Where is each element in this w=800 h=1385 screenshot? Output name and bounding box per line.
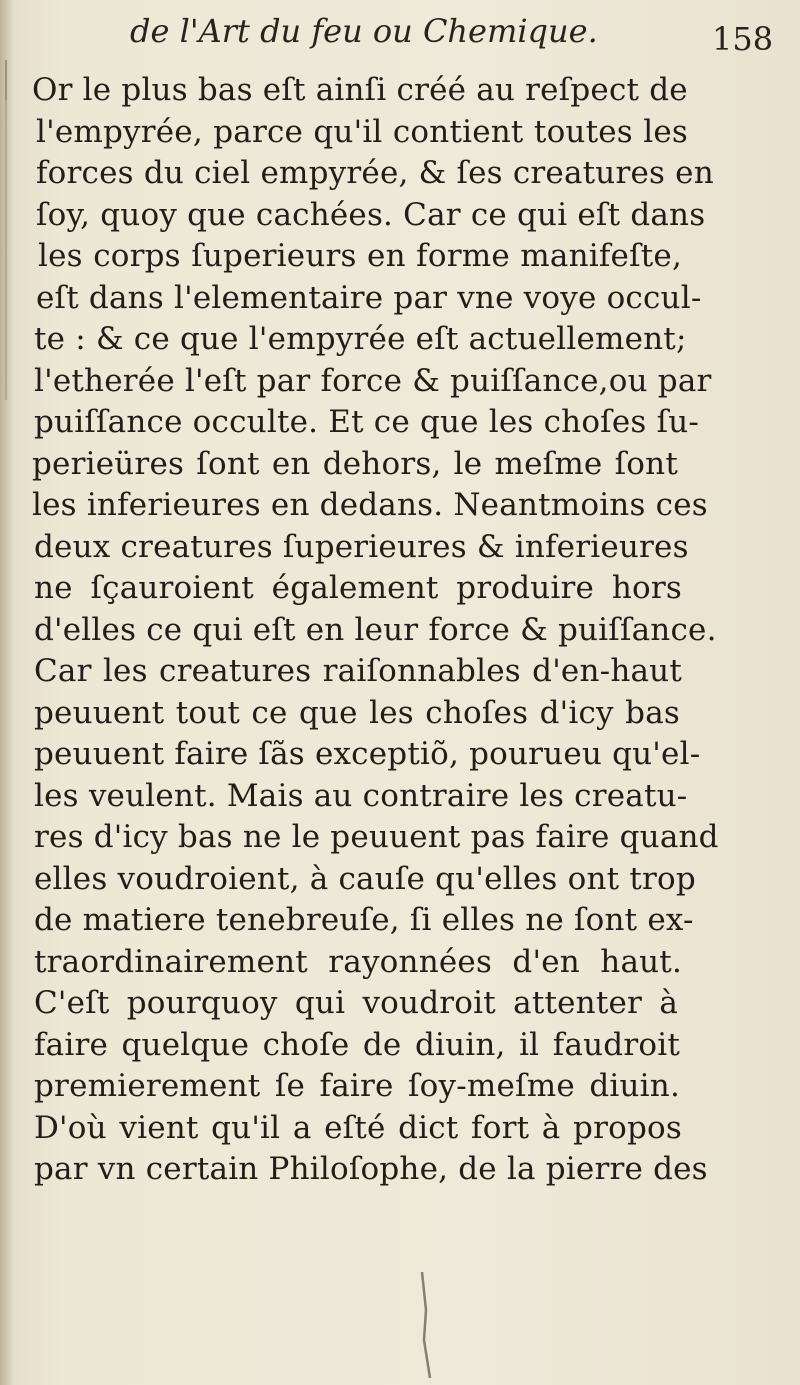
ink-bleed-mark [412, 1270, 452, 1380]
text-line: eſt dans l'elementaire par vne voye occul- [36, 279, 702, 316]
text-line: D'où vient qu'il a eſté dict fort à propos [34, 1109, 682, 1146]
body-text [20, 70, 780, 1191]
margin-mark [5, 60, 7, 100]
text-line: C'eſt pourquoy qui voudroit attenter à [34, 985, 678, 1021]
binding-shadow [0, 0, 14, 1385]
text-line: de matiere tenebreuſe, ſi elles ne ſont ex- [34, 902, 694, 938]
text-line: d'elles ce qui eſt en leur force & puiſſance. [34, 611, 717, 648]
text-line: puiſſance occulte. Et ce que les choſes ſu- [34, 404, 700, 440]
text-line: deux creatures ſuperieures & inferieures [34, 528, 689, 565]
text-line: les corps ſuperieurs en forme manifeſte, [38, 238, 682, 274]
text-line: ne ſçauroient également produire hors [34, 570, 682, 606]
text-line: premierement ſe faire ſoy-meſme diuin. [34, 1068, 680, 1104]
text-line: Car les creatures raiſonnables d'en-haut [34, 653, 682, 689]
running-title: de l'Art du feu ou Chemique. [130, 12, 598, 50]
text-line: les inferieures en dedans. Neantmoins ces [32, 487, 708, 523]
text-line: elles voudroient, à cauſe qu'elles ont trop [34, 860, 696, 897]
text-line: res d'icy bas ne le peuuent pas faire quand [34, 819, 719, 855]
text-line: ſoy, quoy que cachées. Car ce qui eſt dans [36, 196, 706, 233]
text-line: perieüres ſont en dehors, le meſme ſont [32, 445, 678, 482]
text-line: Or le plus bas eſt ainſi créé au reſpect de [32, 72, 688, 108]
text-line: peuuent tout ce que les choſes d'icy bas [34, 694, 680, 731]
page-number: 158 [712, 20, 774, 58]
text-line: les veulent. Mais au contraire les creatu- [34, 777, 688, 814]
text-line: faire quelque choſe de diuin, il faudroit [34, 1026, 680, 1063]
text-line: l'etherée l'eſt par force & puiſſance,ou par [34, 362, 712, 399]
text-line: l'empyrée, parce qu'il contient toutes les [36, 113, 688, 150]
text-line: par vn certain Philoſophe, de la pierre des [34, 1151, 708, 1187]
text-line: traordinairement rayonnées d'en haut. [34, 943, 682, 980]
text-line: peuuent faire ſãs exceptiõ, pourueu qu'el- [34, 736, 701, 772]
text-line: te : & ce que l'empyrée eſt actuellement; [34, 321, 687, 357]
text-line: forces du ciel empyrée, & ſes creatures en [36, 155, 714, 191]
margin-mark [5, 100, 7, 400]
